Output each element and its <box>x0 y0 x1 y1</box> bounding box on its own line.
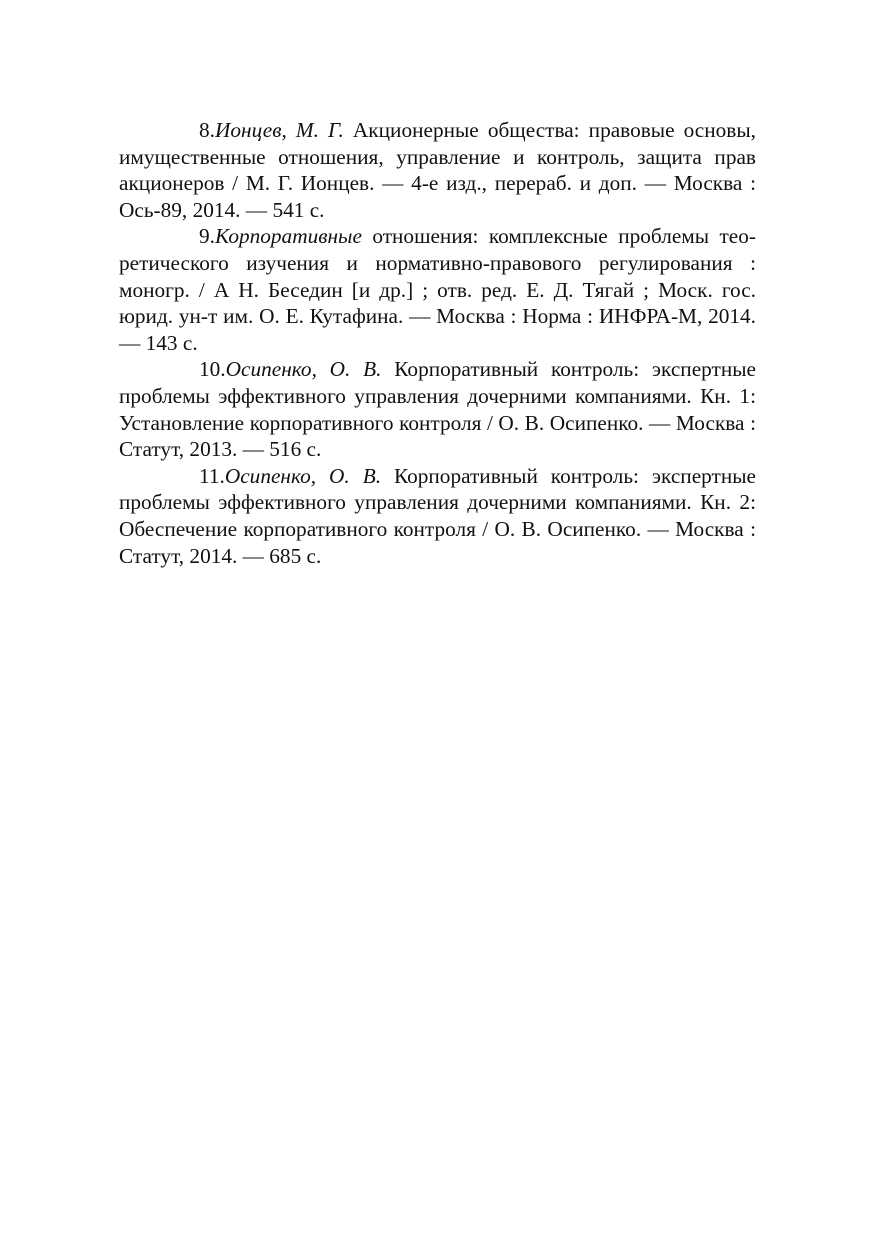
entry-number: 9. <box>199 224 215 249</box>
entry-text: отношения: комплексные проблемы теоретического изучения и нормативно-правового регулирования : моногр. / А Н. Беседин [и др.] ; отв. ред. Е. Д. Тягай ; Моск. гос. юрид. ун-т им. О. Е. Кутафина. — Москва : Норма : ИНФРА-М, 2014. — 143 с. <box>119 224 756 355</box>
entry-number: 8. <box>199 118 215 142</box>
entry-author: Корпоративные <box>214 224 362 249</box>
entry-number: 11. <box>199 463 225 488</box>
bibliography-entry <box>119 356 756 462</box>
entry-text: Акционерные общества: правовые основы, имущественные отношения, управление и контроль, защита прав акционеров / М. Г. Ионцев. — 4-е изд., перераб. и доп. — Москва : Ось-89, 2014. — 541 с. <box>119 118 756 222</box>
bibliography-list <box>119 117 756 569</box>
bibliography-entry <box>119 117 756 223</box>
entry-number: 10. <box>199 357 226 382</box>
entry-text: Корпоративный контроль: экспертные проблемы эффективного управления дочерними компаниями. Кн. 1: Установление корпоративного контроля / О. В. Осипенко. — Москва : Статут, 2013. — 516 с. <box>119 357 756 462</box>
bibliography-entry <box>119 223 756 356</box>
entry-author: Ионцев, М. Г. <box>214 118 344 142</box>
entry-author: Осипенко, О. В. <box>225 357 382 382</box>
bibliography-entry <box>119 463 756 569</box>
entry-author: Осипенко, О. В. <box>224 463 382 488</box>
entry-text: Корпоративный контроль: экспертные проблемы эффективного управления дочерними компаниями. Кн. 2: Обеспечение корпоративного контроля / О. В. Осипенко. — Москва : Статут, 2014. — 685 с. <box>119 463 756 568</box>
